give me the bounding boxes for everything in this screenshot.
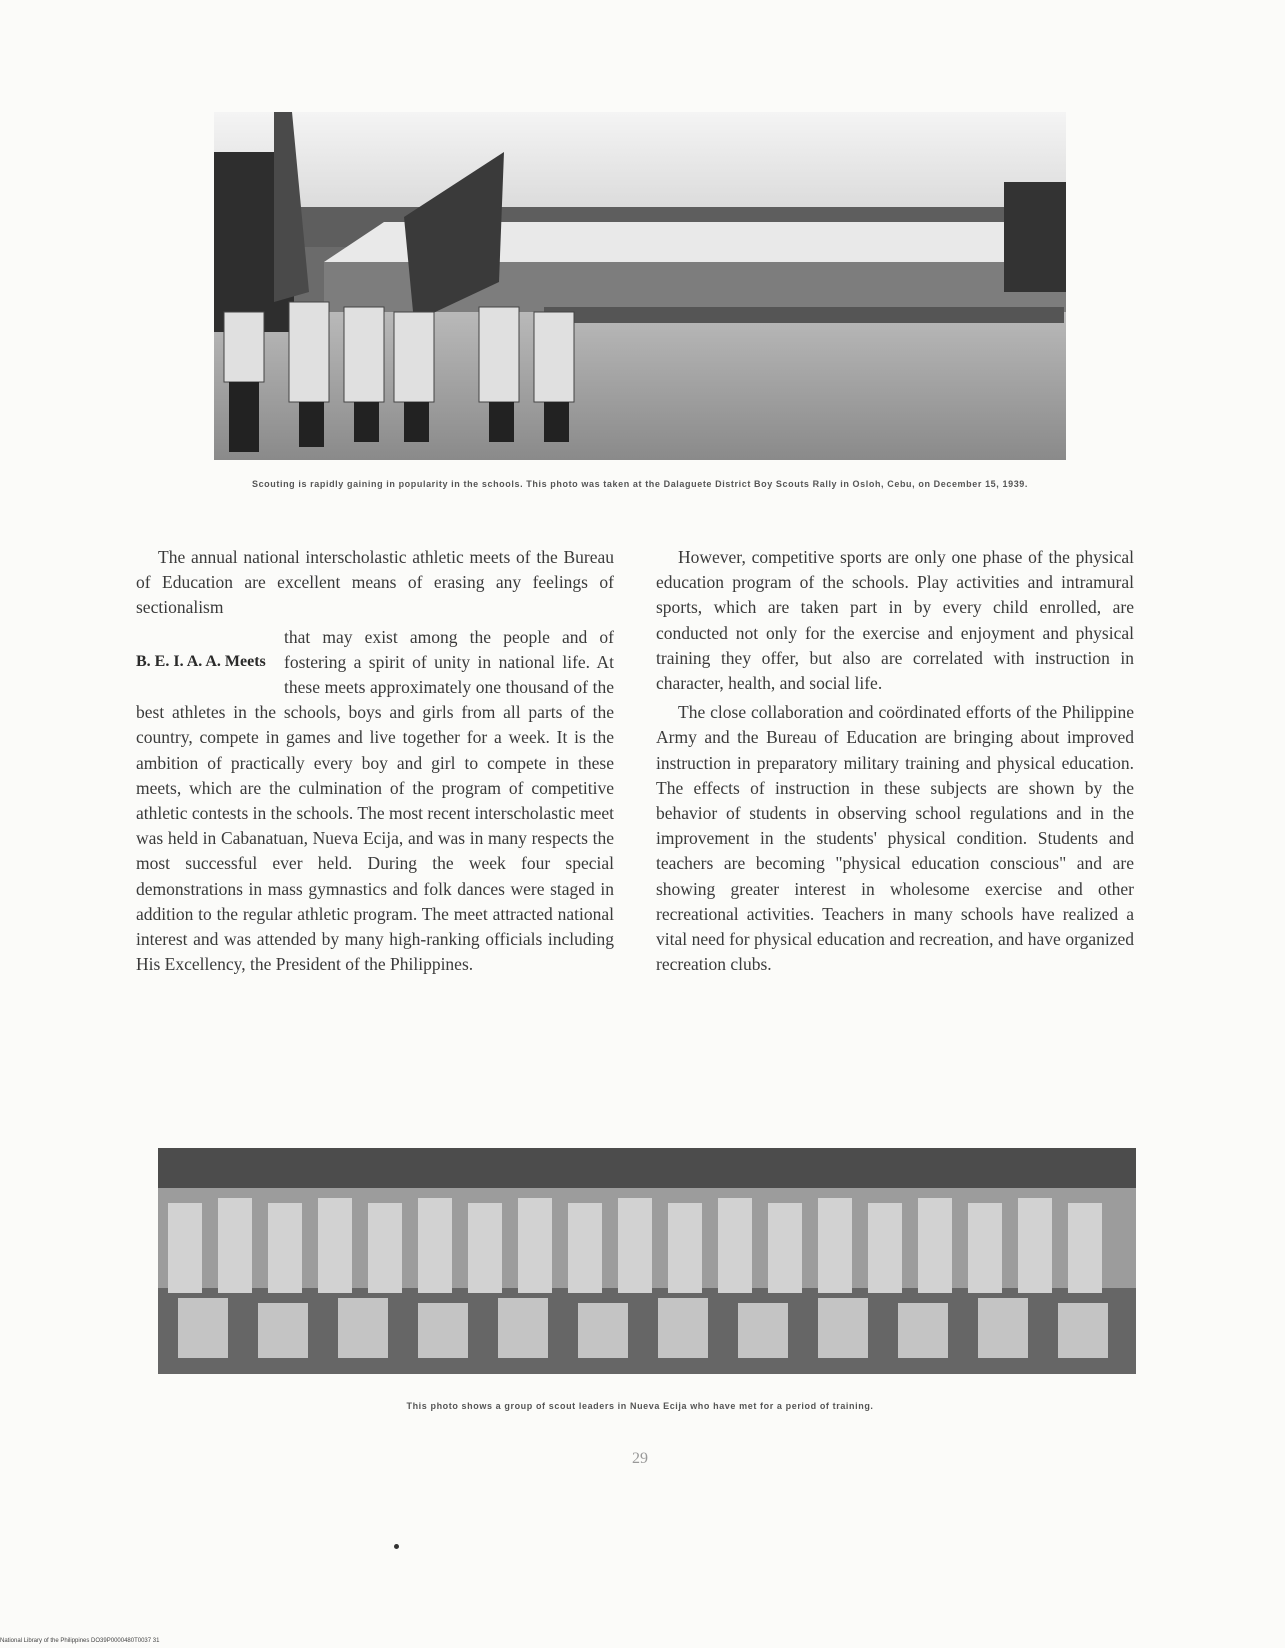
ink-dot [394, 1544, 399, 1549]
right-paragraph-1: However, competitive sports are only one phase of the physical education program of the schools. Play activities and intramural sports, which are taken part in by every child enrolled, are conducted not only for the exercise and enjoyment and physical training they offer, but also are correlated with instruction in character, health, and social life. [656, 547, 1134, 694]
bottom-photo-caption: This photo shows a group of scout leaders in Nueva Ecija who have met for a period of training. [406, 1401, 874, 1411]
scout-rally-photo [214, 112, 1066, 460]
intro-text [136, 545, 614, 621]
scout-leaders-group-photo [158, 1148, 1136, 1374]
page-number: 29 [632, 1450, 648, 1467]
side-heading: B. E. I. A. A. Meets [136, 652, 266, 670]
intro-span: The annual national interscholastic athletic meets of the Bureau of Education are excellent means of erasing any feelings of sectionalism [136, 547, 614, 618]
right-paragraph-2: The close collaboration and coördinated efforts of the Philippine Army and the Bureau of Education are bringing about improved instruction in preparatory military training and physical education. The effects of instruction in these subjects are shown by the behavior of students in observing school regulations and in the improvement in the students' physical condition. Students and teachers are becoming "physical education conscious" and are showing greater interest in wholesome exercise and other recreational activities. Teachers in many schools have realized a vital need for physical education and recreation, and have organized recreation clubs. [656, 702, 1134, 975]
left-body-text: that may exist among the people and of fostering a spirit of unity in national life. At these meets approximately one thousand of the best athletes in the schools, boys and girls from all parts of the country, compete in games and live together for a week. It is the ambition of practically every boy and girl to compete in these meets, which are the culmination of the program of competitive athletic contests in the schools. The most recent interscholastic meet was held in Cabanatuan, Nueva Ecija, and was in many respects the most successful ever held. During the week four special demonstrations in mass gymnastics and folk dances were staged in addition to the regular athletic program. The meet attracted national interest and was attended by many high-ranking officials including His Excellency, the President of the Philippines. [136, 626, 614, 975]
right-column [656, 545, 1134, 981]
library-footer-mark: National Library of the Philippines DO39P0000480T0037 31 [0, 1638, 160, 1644]
left-column [136, 545, 614, 981]
top-photo-caption: Scouting is rapidly gaining in popularity in the schools. This photo was taken at the Dalaguete District Boy Scouts Rally in Osloh, Cebu, on December 15, 1939. [251, 479, 1029, 489]
